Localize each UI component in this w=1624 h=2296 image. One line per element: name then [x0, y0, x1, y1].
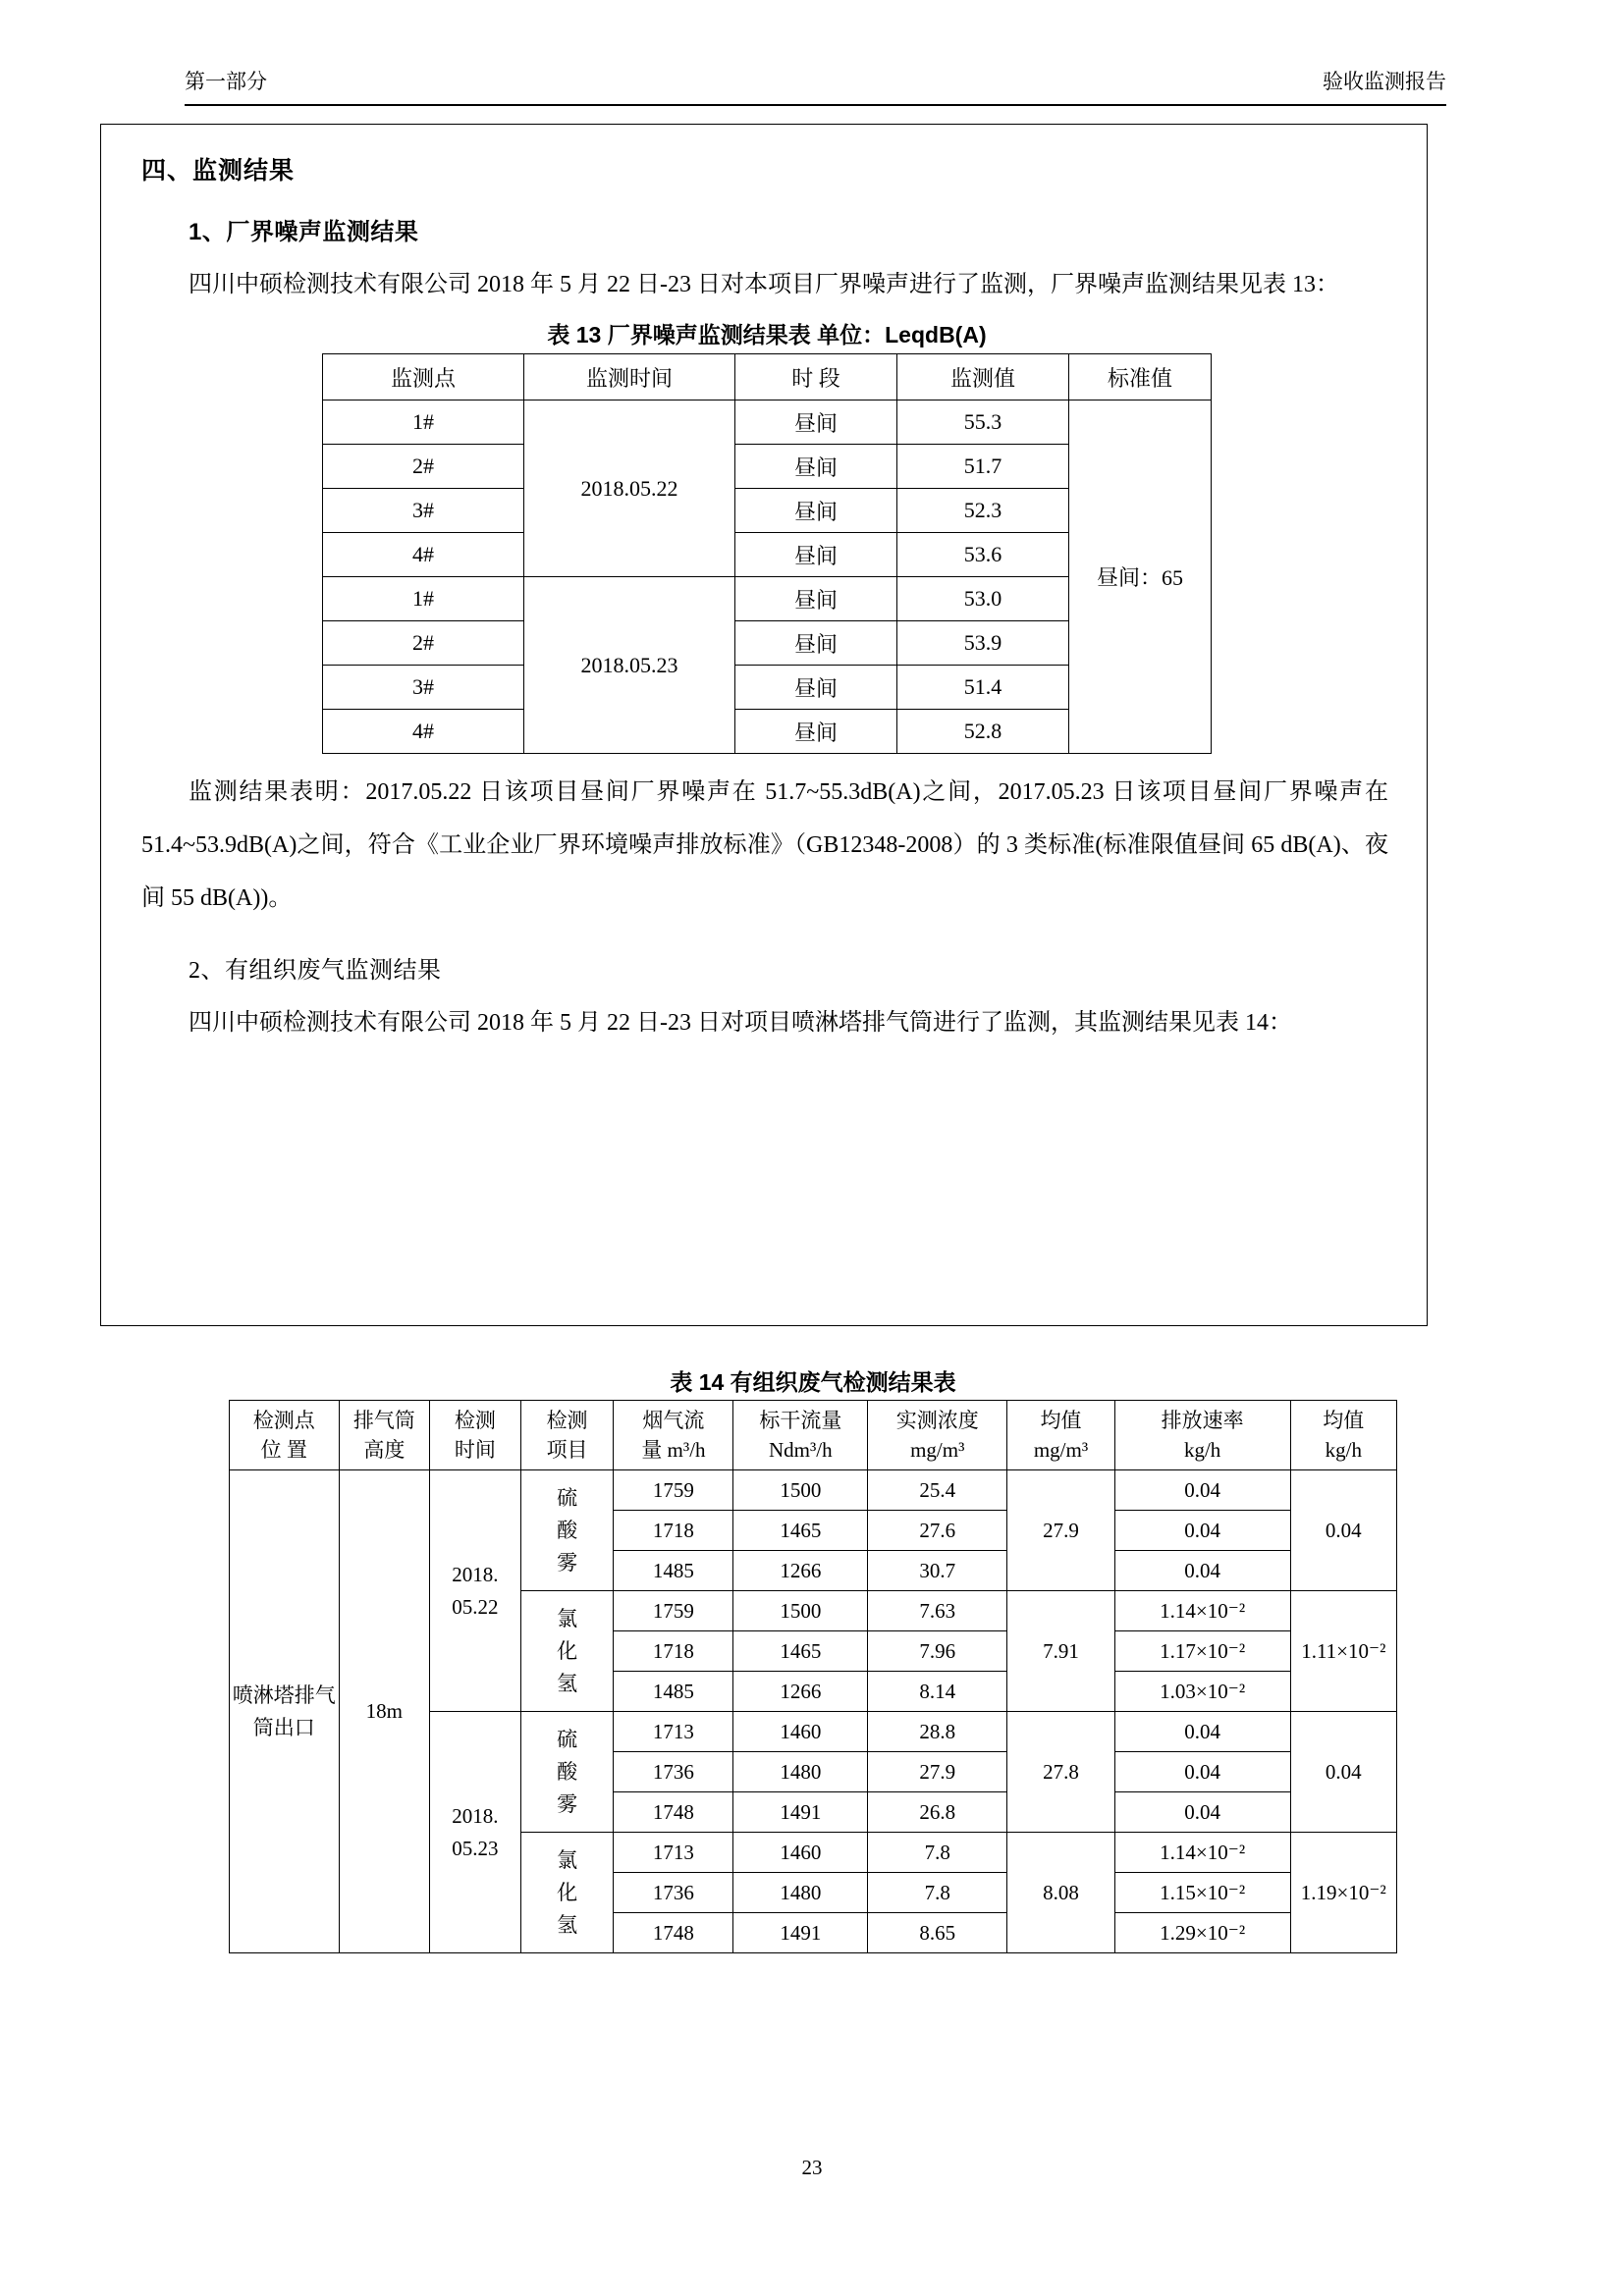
cell-measured-concentration: 28.8 — [868, 1712, 1007, 1752]
cell-period: 昼间 — [735, 489, 897, 533]
cell-flue-gas-flow: 1748 — [614, 1913, 733, 1953]
cell-dry-flow: 1491 — [733, 1913, 868, 1953]
cell-dry-flow: 1480 — [733, 1873, 868, 1913]
cell-dry-flow: 1500 — [733, 1470, 868, 1511]
subsection-heading-1: 1、厂界噪声监测结果 — [189, 219, 419, 245]
table14-col-4: 烟气流 量 m³/h — [614, 1401, 733, 1470]
cell-measured-value: 53.9 — [897, 621, 1069, 666]
cell-emission-rate: 0.04 — [1114, 1712, 1290, 1752]
page-content — [124, 130, 1410, 1049]
cell-dry-flow: 1465 — [733, 1511, 868, 1551]
cell-period: 昼间 — [735, 400, 897, 445]
cell-detection-date: 2018. 05.23 — [430, 1712, 521, 1953]
table13-col-point: 监测点 — [323, 354, 524, 400]
cell-flue-gas-flow: 1736 — [614, 1873, 733, 1913]
cell-emission-rate: 1.15×10⁻² — [1114, 1873, 1290, 1913]
cell-detection-item: 硫 酸 雾 — [520, 1470, 614, 1591]
cell-monitor-point: 3# — [323, 489, 524, 533]
cell-emission-rate: 1.03×10⁻² — [1114, 1672, 1290, 1712]
cell-emission-rate: 0.04 — [1114, 1470, 1290, 1511]
cell-mean-rate: 1.19×10⁻² — [1290, 1833, 1396, 1953]
cell-monitor-point: 4# — [323, 710, 524, 754]
cell-measured-concentration: 27.6 — [868, 1511, 1007, 1551]
table14-header-row — [230, 1401, 1397, 1470]
table13-header-row — [323, 354, 1212, 400]
cell-measured-value: 55.3 — [897, 400, 1069, 445]
cell-monitor-point: 2# — [323, 621, 524, 666]
cell-mean-concentration: 27.8 — [1007, 1712, 1114, 1833]
subsection-heading-2: 2、有组织废气监测结果 — [189, 958, 442, 984]
cell-standard-value: 昼间：65 — [1069, 400, 1212, 754]
cell-flue-gas-flow: 1713 — [614, 1712, 733, 1752]
paragraph-noise-conclusion: 监测结果表明：2017.05.22 日该项目昼间厂界噪声在 51.7~55.3dB(A)之间，2017.05.23 日该项目昼间厂界噪声在 51.4~53.9dB(A)之间，符合《工业企业厂界环境噪声排放标准》（GB12348-2008）的 3 类标准(标准限值昼间 65 dB(A)、夜间 55 dB(A))。 — [141, 779, 1388, 911]
header-left-text: 第一部分 — [185, 70, 267, 93]
cell-flue-gas-flow: 1718 — [614, 1631, 733, 1672]
cell-measured-concentration: 7.63 — [868, 1591, 1007, 1631]
cell-emission-rate: 0.04 — [1114, 1551, 1290, 1591]
cell-measured-concentration: 26.8 — [868, 1792, 1007, 1833]
cell-measured-value: 51.7 — [897, 445, 1069, 489]
table-row — [230, 1470, 1397, 1511]
cell-detection-item: 硫 酸 雾 — [520, 1712, 614, 1833]
table14-col-8: 排放速率 kg/h — [1114, 1401, 1290, 1470]
paragraph-noise-intro: 四川中硕检测技术有限公司 2018 年 5 月 22 日-23 日对本项目厂界噪声进行了监测，厂界噪声监测结果见表 13： — [189, 272, 1339, 297]
cell-dry-flow: 1460 — [733, 1712, 868, 1752]
cell-monitor-point: 1# — [323, 577, 524, 621]
cell-emission-rate: 1.17×10⁻² — [1114, 1631, 1290, 1672]
section-heading: 四、监测结果 — [141, 157, 296, 185]
cell-period: 昼间 — [735, 666, 897, 710]
cell-monitor-point: 4# — [323, 533, 524, 577]
cell-mean-concentration: 27.9 — [1007, 1470, 1114, 1591]
cell-detection-location: 喷淋塔排气筒出口 — [230, 1470, 340, 1953]
table14-col-0: 检测点 位 置 — [230, 1401, 340, 1470]
cell-monitor-date: 2018.05.23 — [524, 577, 735, 754]
cell-measured-value: 51.4 — [897, 666, 1069, 710]
cell-dry-flow: 1266 — [733, 1551, 868, 1591]
cell-mean-rate: 0.04 — [1290, 1712, 1396, 1833]
table13-col-value: 监测值 — [897, 354, 1069, 400]
cell-period: 昼间 — [735, 577, 897, 621]
cell-measured-concentration: 8.65 — [868, 1913, 1007, 1953]
table13-title: 表 13 厂界噪声监测结果表 单位：LeqdB(A) — [547, 322, 987, 347]
cell-measured-concentration: 27.9 — [868, 1752, 1007, 1792]
cell-mean-rate: 0.04 — [1290, 1470, 1396, 1591]
cell-monitor-point: 2# — [323, 445, 524, 489]
cell-flue-gas-flow: 1713 — [614, 1833, 733, 1873]
cell-period: 昼间 — [735, 533, 897, 577]
cell-monitor-point: 1# — [323, 400, 524, 445]
paragraph-gas-intro: 四川中硕检测技术有限公司 2018 年 5 月 22 日-23 日对项目喷淋塔排气筒进行了监测，其监测结果见表 14： — [189, 1010, 1292, 1036]
cell-measured-value: 53.6 — [897, 533, 1069, 577]
cell-measured-concentration: 25.4 — [868, 1470, 1007, 1511]
table14-col-7: 均值 mg/m³ — [1007, 1401, 1114, 1470]
cell-dry-flow: 1500 — [733, 1591, 868, 1631]
cell-dry-flow: 1465 — [733, 1631, 868, 1672]
cell-stack-height: 18m — [339, 1470, 430, 1953]
cell-emission-rate: 0.04 — [1114, 1752, 1290, 1792]
cell-emission-rate: 0.04 — [1114, 1792, 1290, 1833]
table-row — [323, 400, 1212, 445]
table14-col-5: 标干流量 Ndm³/h — [733, 1401, 868, 1470]
cell-period: 昼间 — [735, 710, 897, 754]
table14-title: 表 14 有组织废气检测结果表 — [670, 1369, 956, 1395]
cell-emission-rate: 0.04 — [1114, 1511, 1290, 1551]
page-number: 23 — [801, 2156, 823, 2179]
cell-emission-rate: 1.14×10⁻² — [1114, 1591, 1290, 1631]
cell-period: 昼间 — [735, 621, 897, 666]
table14-col-3: 检测 项目 — [520, 1401, 614, 1470]
cell-measured-concentration: 7.96 — [868, 1631, 1007, 1672]
cell-measured-value: 52.8 — [897, 710, 1069, 754]
cell-flue-gas-flow: 1759 — [614, 1470, 733, 1511]
cell-dry-flow: 1491 — [733, 1792, 868, 1833]
cell-measured-concentration: 7.8 — [868, 1833, 1007, 1873]
table13-col-time: 监测时间 — [524, 354, 735, 400]
cell-emission-rate: 1.14×10⁻² — [1114, 1833, 1290, 1873]
cell-measured-concentration: 8.14 — [868, 1672, 1007, 1712]
table14-col-2: 检测 时间 — [430, 1401, 521, 1470]
header-rule — [185, 104, 1446, 106]
table14-col-1: 排气筒 高度 — [339, 1401, 430, 1470]
cell-mean-concentration: 8.08 — [1007, 1833, 1114, 1953]
cell-detection-item: 氯 化 氢 — [520, 1833, 614, 1953]
cell-measured-value: 52.3 — [897, 489, 1069, 533]
cell-detection-date: 2018. 05.22 — [430, 1470, 521, 1712]
table13-col-standard: 标准值 — [1069, 354, 1212, 400]
table-14-gas-results — [229, 1400, 1397, 1953]
cell-monitor-point: 3# — [323, 666, 524, 710]
cell-mean-rate: 1.11×10⁻² — [1290, 1591, 1396, 1712]
table13-col-period: 时 段 — [735, 354, 897, 400]
cell-measured-value: 53.0 — [897, 577, 1069, 621]
running-header — [185, 71, 1446, 93]
header-right-text: 验收监测报告 — [1323, 70, 1446, 93]
cell-measured-concentration: 7.8 — [868, 1873, 1007, 1913]
cell-monitor-date: 2018.05.22 — [524, 400, 735, 577]
table14-col-6: 实测浓度 mg/m³ — [868, 1401, 1007, 1470]
cell-flue-gas-flow: 1736 — [614, 1752, 733, 1792]
cell-dry-flow: 1266 — [733, 1672, 868, 1712]
cell-flue-gas-flow: 1748 — [614, 1792, 733, 1833]
cell-emission-rate: 1.29×10⁻² — [1114, 1913, 1290, 1953]
cell-flue-gas-flow: 1759 — [614, 1591, 733, 1631]
cell-mean-concentration: 7.91 — [1007, 1591, 1114, 1712]
cell-dry-flow: 1480 — [733, 1752, 868, 1792]
cell-flue-gas-flow: 1485 — [614, 1551, 733, 1591]
table14-container — [175, 1355, 1451, 1953]
cell-detection-item: 氯 化 氢 — [520, 1591, 614, 1712]
cell-period: 昼间 — [735, 445, 897, 489]
table-13-noise-results — [322, 353, 1212, 754]
table14-col-9: 均值 kg/h — [1290, 1401, 1396, 1470]
cell-flue-gas-flow: 1485 — [614, 1672, 733, 1712]
cell-dry-flow: 1460 — [733, 1833, 868, 1873]
cell-measured-concentration: 30.7 — [868, 1551, 1007, 1591]
cell-flue-gas-flow: 1718 — [614, 1511, 733, 1551]
